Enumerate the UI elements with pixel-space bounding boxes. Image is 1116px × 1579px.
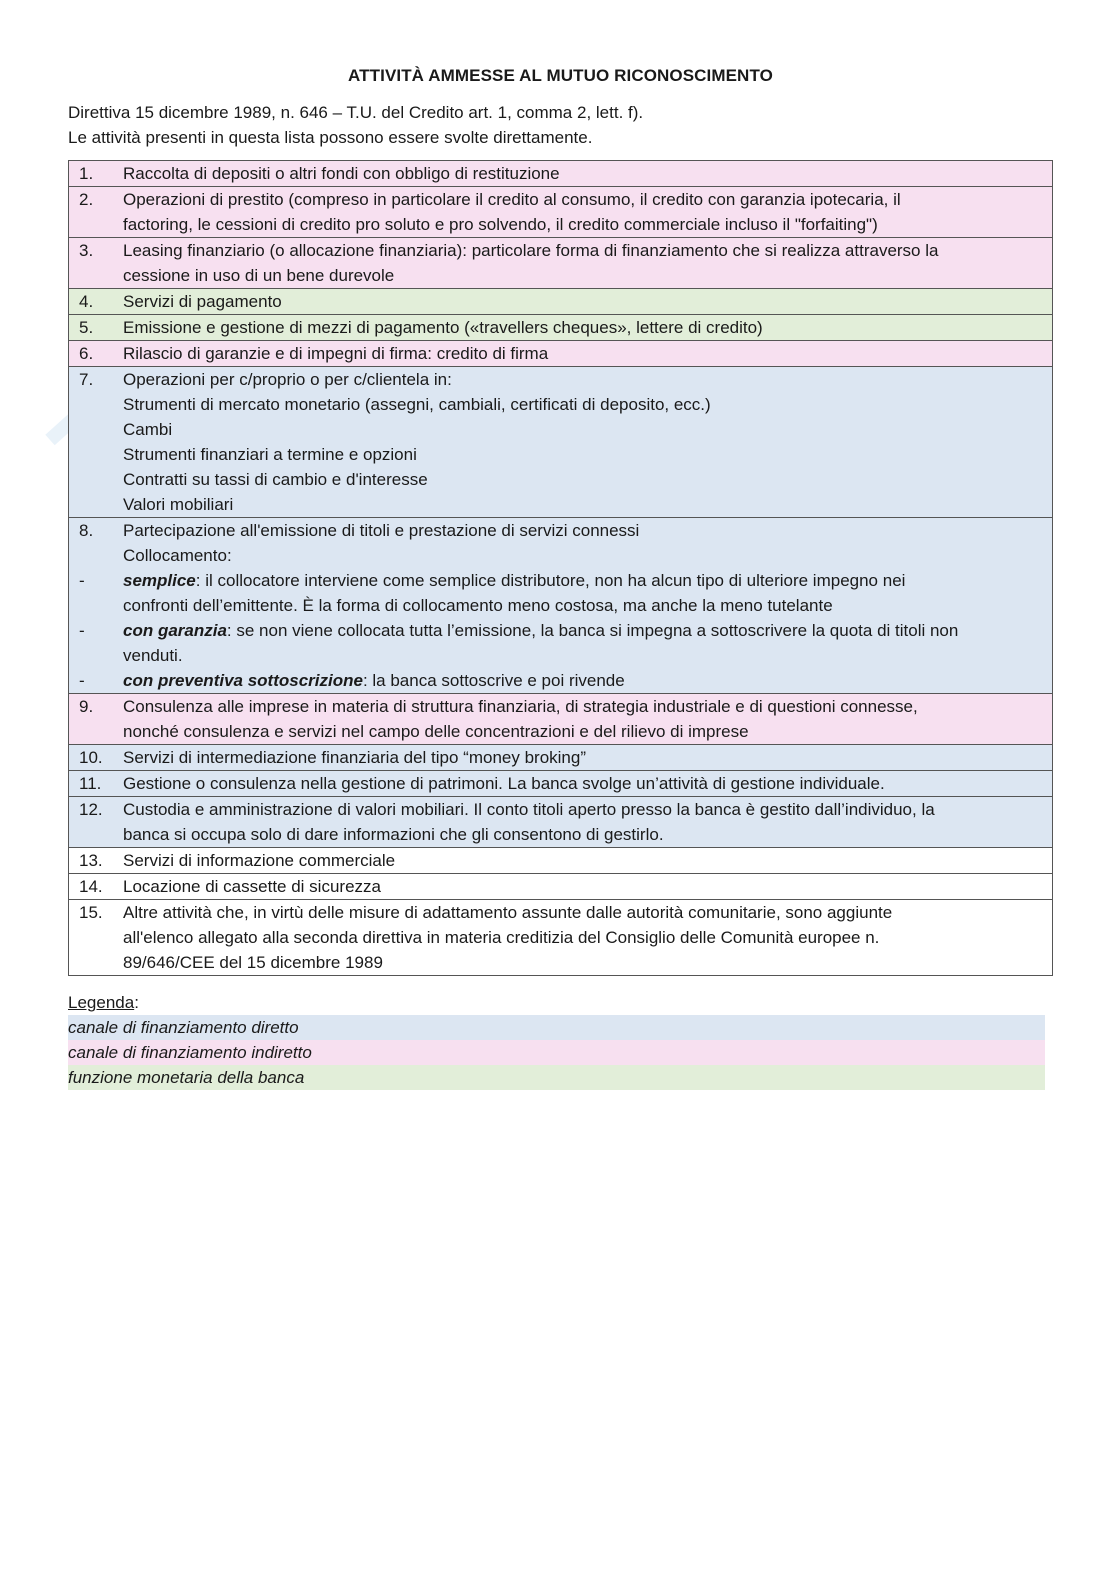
- item-number: 11.: [79, 774, 102, 793]
- item-text: Cambi: [123, 420, 173, 439]
- intro-line: Le attività presenti in questa lista possono essere svolte direttamente.: [68, 128, 593, 147]
- legend: [68, 990, 1053, 1090]
- table-row: [69, 797, 1053, 848]
- legend-colon: :: [134, 993, 139, 1012]
- item-text: Locazione di cassette di sicurezza: [123, 877, 381, 896]
- item-number: 5.: [79, 318, 94, 337]
- item-number: 2.: [79, 190, 94, 209]
- table-row: [69, 289, 1053, 315]
- item-text: Contratti su tassi di cambio e d'interesse: [123, 470, 428, 489]
- item-text: Emissione e gestione di mezzi di pagamento («travellers cheques», lettere di credito): [123, 318, 763, 337]
- item-text: Raccolta di depositi o altri fondi con obbligo di restituzione: [123, 164, 560, 183]
- item-text: Operazioni per c/proprio o per c/clientela in:: [123, 370, 452, 389]
- table-row: [69, 694, 1053, 745]
- table-row: [69, 771, 1053, 797]
- item-text: Strumenti di mercato monetario (assegni, cambiali, certificati di deposito, ecc.): [123, 395, 711, 414]
- item-text: : se non viene collocata tutta l’emissione, la banca si impegna a sottoscrivere la quota di titoli non: [226, 621, 959, 640]
- legend-title: Legenda: [68, 993, 135, 1012]
- table-row: [69, 341, 1053, 367]
- table-row: [69, 518, 1053, 694]
- item-text: Partecipazione all'emissione di titoli e prestazione di servizi connessi: [123, 521, 640, 540]
- item-text: confronti dell’emittente. È la forma di collocamento meno costosa, ma anche la meno tutelante: [123, 596, 833, 615]
- sub-item-term: semplice: [123, 571, 196, 590]
- table-row: [69, 874, 1053, 900]
- legend-item-direct: canale di finanziamento diretto: [68, 1015, 1045, 1040]
- item-text: : il collocatore interviene come semplice distributore, non ha alcun tipo di ulteriore impegno nei: [195, 571, 906, 590]
- activities-table: [68, 160, 1053, 976]
- bullet-dash: -: [79, 671, 85, 690]
- item-text: Gestione o consulenza nella gestione di patrimoni. La banca svolge un’attività di gestione individuale.: [123, 774, 885, 793]
- item-text: 89/646/CEE del 15 dicembre 1989: [123, 953, 383, 972]
- bullet-dash: -: [79, 621, 85, 640]
- item-number: 9.: [79, 697, 94, 716]
- item-text: factoring, le cessioni di credito pro soluto e pro solvendo, il credito commerciale incluso il "forfaiting"): [123, 215, 878, 234]
- table-row: [69, 161, 1053, 187]
- item-text: Leasing finanziario (o allocazione finanziaria): particolare forma di finanziamento che si realizza attraverso la: [123, 241, 939, 260]
- item-text: Servizi di intermediazione finanziaria del tipo “money broking”: [123, 748, 587, 767]
- sub-item-term: con preventiva sottoscrizione: [123, 671, 363, 690]
- item-number: 13.: [79, 851, 103, 870]
- item-number: 7.: [79, 370, 94, 389]
- item-text: nonché consulenza e servizi nel campo delle concentrazioni e del rilievo di imprese: [123, 722, 749, 741]
- item-number: 10.: [79, 748, 103, 767]
- legend-item-indirect: canale di finanziamento indiretto: [68, 1040, 1045, 1065]
- item-number: 14.: [79, 877, 103, 896]
- item-number: 4.: [79, 292, 94, 311]
- item-text: all'elenco allegato alla seconda direttiva in materia creditizia del Consiglio delle Comunità europee n.: [123, 928, 880, 947]
- item-text: Strumenti finanziari a termine e opzioni: [123, 445, 417, 464]
- table-row: [69, 745, 1053, 771]
- item-text: venduti.: [123, 646, 183, 665]
- item-number: 15.: [79, 903, 103, 922]
- item-text: Servizi di pagamento: [123, 292, 282, 311]
- legend-item-monetary: funzione monetaria della banca: [68, 1065, 1045, 1090]
- item-text: Servizi di informazione commerciale: [123, 851, 396, 870]
- item-text: Altre attività che, in virtù delle misure di adattamento assunte dalle autorità comunitarie, sono aggiunte: [123, 903, 893, 922]
- item-number: 1.: [79, 164, 94, 183]
- table-row: [69, 900, 1053, 976]
- item-text: : la banca sottoscrive e poi rivende: [362, 671, 625, 690]
- document-title: ATTIVITÀ AMMESSE AL MUTUO RICONOSCIMENTO: [348, 66, 773, 85]
- item-text: Valori mobiliari: [123, 495, 234, 514]
- item-number: 12.: [79, 800, 103, 819]
- table-row: [69, 315, 1053, 341]
- item-text: Rilascio di garanzie e di impegni di firma: credito di firma: [123, 344, 549, 363]
- intro-line: Direttiva 15 dicembre 1989, n. 646 – T.U. del Credito art. 1, comma 2, lett. f).: [68, 103, 644, 122]
- item-text: Consulenza alle imprese in materia di struttura finanziaria, di strategia industriale e di questioni connesse,: [123, 697, 918, 716]
- bullet-dash: -: [79, 571, 85, 590]
- table-row: [69, 848, 1053, 874]
- table-row: [69, 187, 1053, 238]
- document: [68, 66, 1053, 1090]
- item-text: Operazioni di prestito (compreso in particolare il credito al consumo, il credito con garanzia ipotecaria, il: [123, 190, 901, 209]
- item-text: banca si occupa solo di dare informazioni che gli consentono di gestirlo.: [123, 825, 664, 844]
- item-number: 3.: [79, 241, 94, 260]
- item-number: 8.: [79, 521, 94, 540]
- item-text: cessione in uso di un bene durevole: [123, 266, 395, 285]
- item-number: 6.: [79, 344, 94, 363]
- sub-item-term: con garanzia: [123, 621, 227, 640]
- intro-paragraph: [68, 100, 1053, 150]
- item-text: Collocamento:: [123, 546, 232, 565]
- table-row: [69, 238, 1053, 289]
- item-text: Custodia e amministrazione di valori mobiliari. Il conto titoli aperto presso la banca è gestito dall’individuo, la: [123, 800, 935, 819]
- table-row: [69, 367, 1053, 518]
